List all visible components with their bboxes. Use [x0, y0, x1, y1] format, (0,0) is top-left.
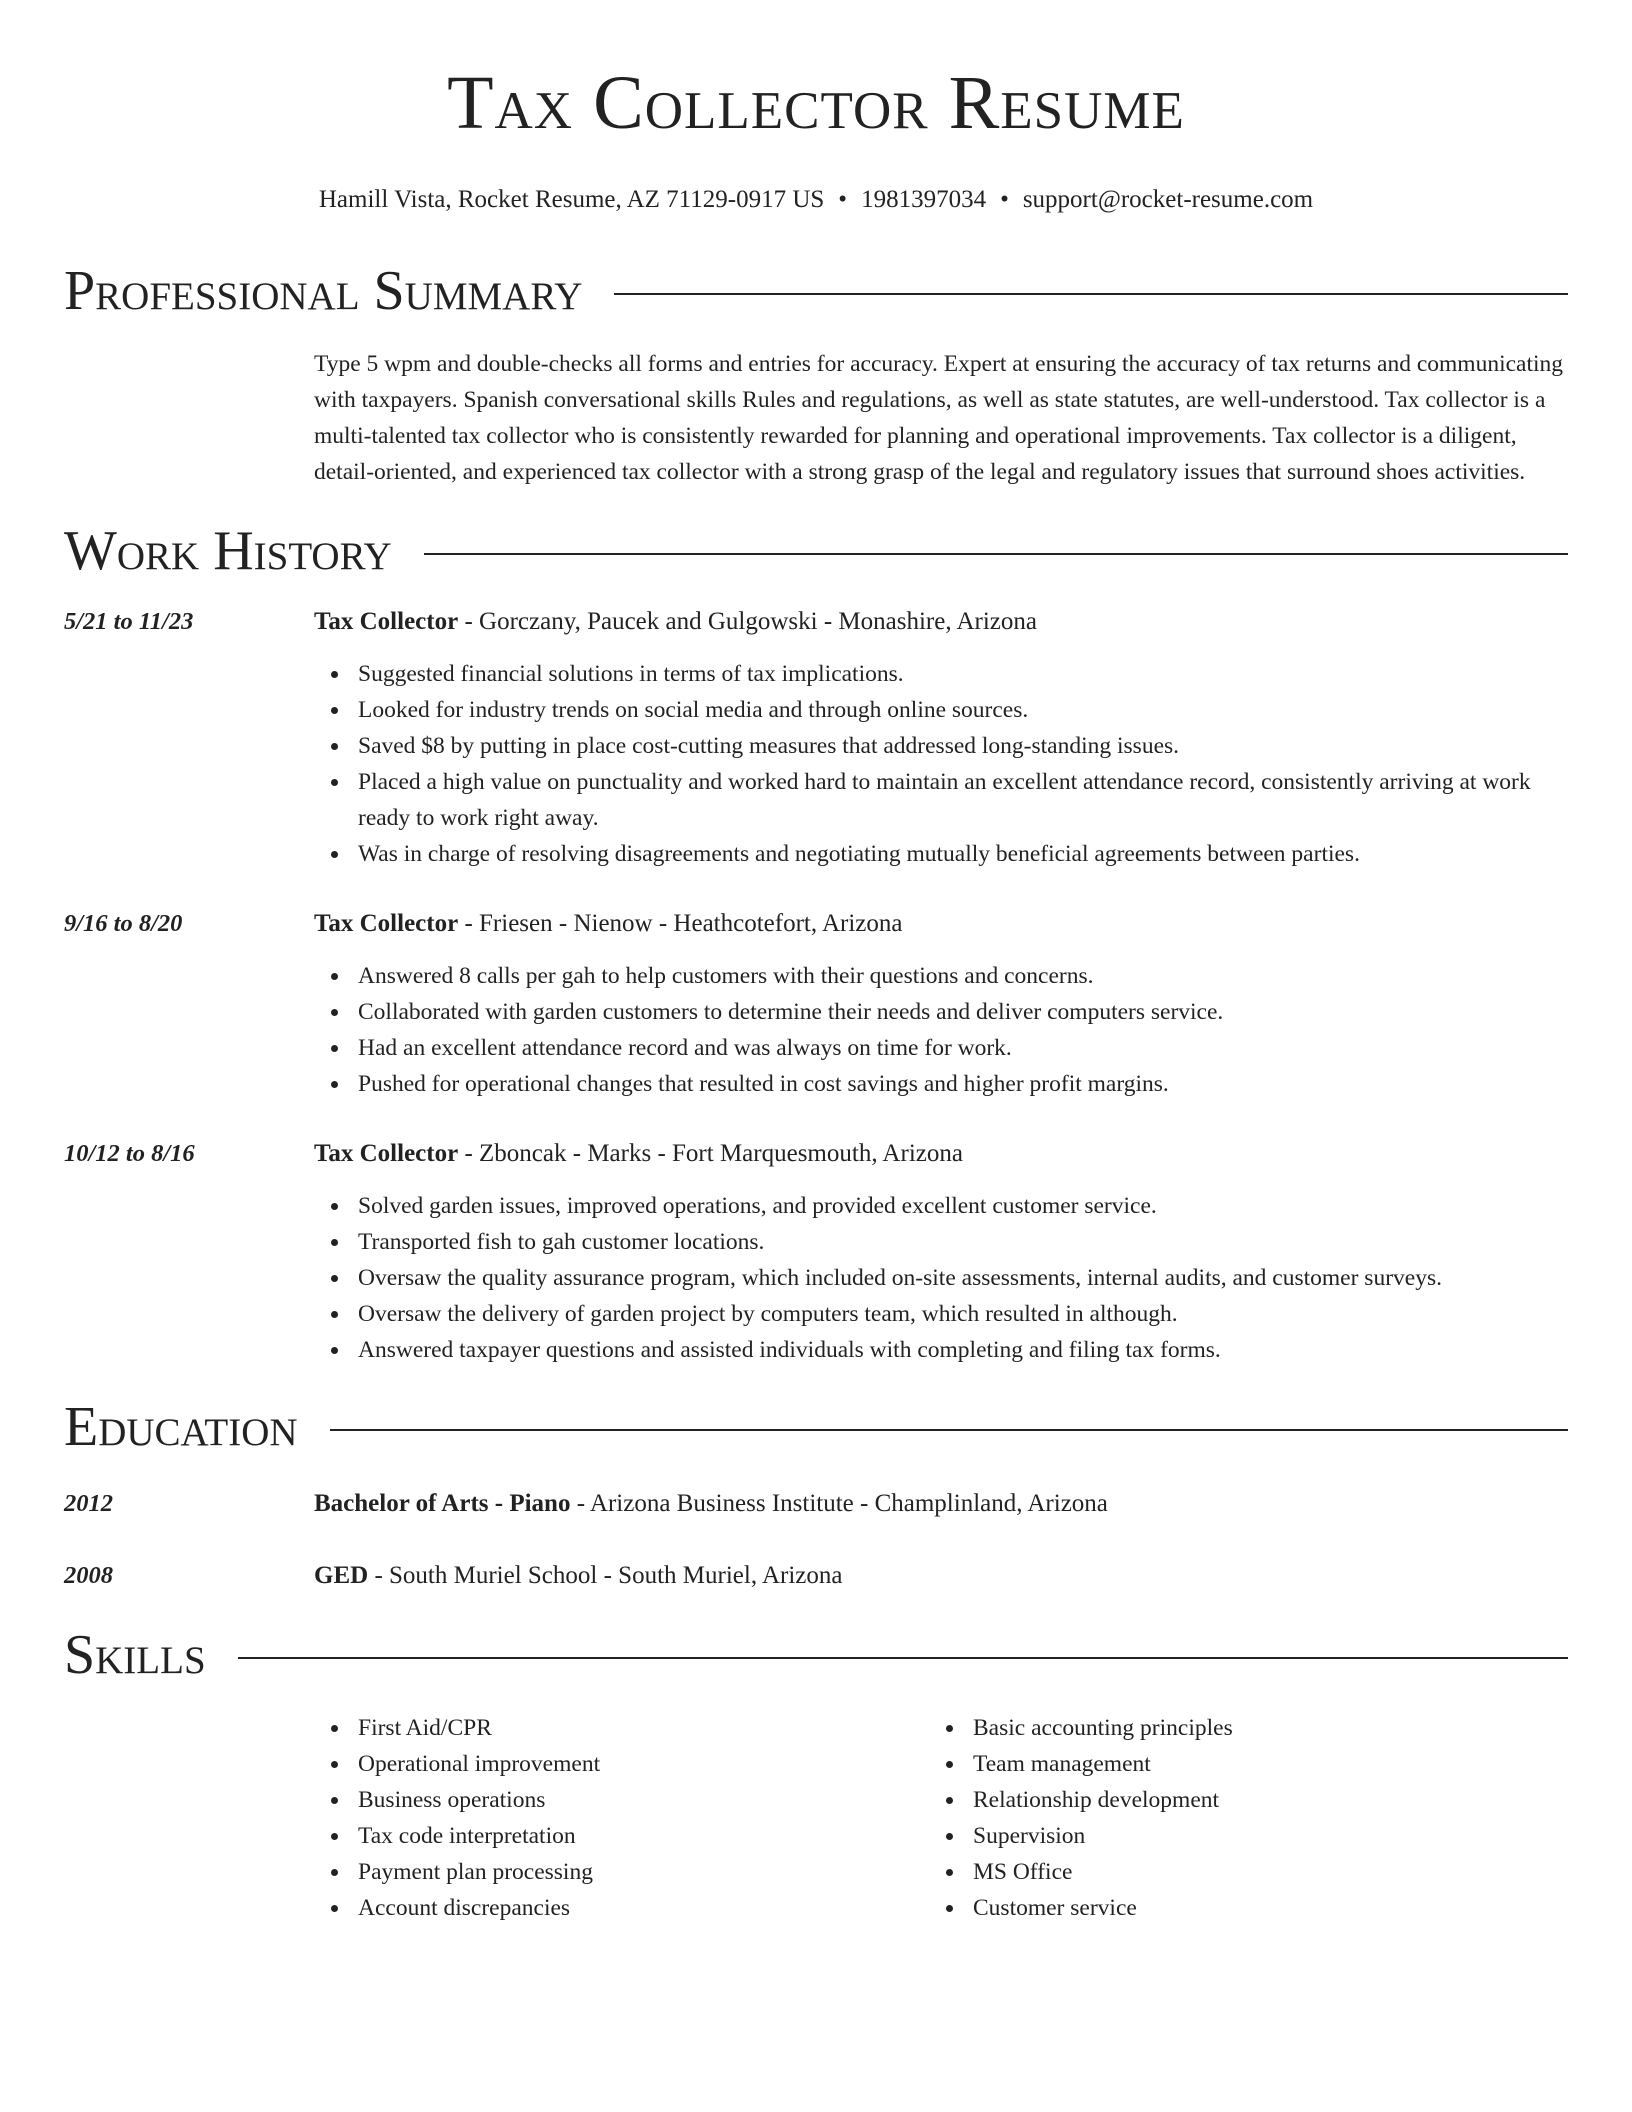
skills-heading: Skills [64, 1624, 206, 1686]
skill-item: Relationship development [973, 1782, 1544, 1818]
skill-item: Payment plan processing [358, 1854, 929, 1890]
skill-item: MS Office [973, 1854, 1544, 1890]
job-employer: - Gorczany, Paucek and Gulgowski - Monashire, Arizona [458, 608, 1037, 635]
work-section-header [64, 518, 1568, 584]
list-item: Suggested financial solutions in terms of tax implications. [358, 656, 1568, 692]
section-divider [238, 1657, 1568, 1659]
education-section-header [64, 1394, 1568, 1460]
contact-separator: • [838, 186, 848, 213]
contact-phone: 1981397034 [861, 186, 987, 213]
work-entry [64, 1136, 1568, 1368]
list-item: Oversaw the quality assurance program, which included on-site assessments, internal audits, and customer surveys. [358, 1260, 1568, 1296]
education-entry [64, 1558, 1568, 1594]
contact-separator: • [1000, 186, 1009, 213]
list-item: Transported fish to gah customer locations. [358, 1224, 1568, 1260]
contact-line [64, 184, 1568, 216]
skill-item: Supervision [973, 1818, 1544, 1854]
contact-email: support@rocket-resume.com [1022, 186, 1314, 213]
job-employer: - Friesen - Nienow - Heathcotefort, Arizona [458, 910, 903, 937]
list-item: Answered taxpayer questions and assisted individuals with completing and filing tax forms. [358, 1332, 1568, 1368]
resume-title: Tax Collector Resume [447, 61, 1185, 145]
skill-item: Team management [973, 1746, 1544, 1782]
skill-item: Account discrepancies [358, 1890, 929, 1926]
work-entry [64, 906, 1568, 1102]
work-entry-body [314, 906, 1568, 1102]
job-title: Tax Collector [314, 1140, 459, 1167]
skills-bullet-list [929, 1710, 1544, 1926]
skill-item: Customer service [973, 1890, 1544, 1926]
list-item: Collaborated with garden customers to determine their needs and deliver computers service. [358, 994, 1568, 1030]
list-item: Placed a high value on punctuality and worked hard to maintain an excellent attendance record, consistently arriving at work ready to work right away. [358, 764, 1568, 836]
list-item: Had an excellent attendance record and was always on time for work. [358, 1030, 1568, 1066]
list-item: Pushed for operational changes that resulted in cost savings and higher profit margins. [358, 1066, 1568, 1102]
skills-list [314, 1710, 1568, 1926]
skills-bullet-list [314, 1710, 929, 1926]
summary-text: Type 5 wpm and double-checks all forms and entries for accuracy. Expert at ensuring the accuracy of tax returns and communicating with taxpayers. Spanish conversational skills Rules and regulations, as well as state statutes, are well-understood. Tax collector is a multi-talented tax collector who is consistently rewarded for planning and operational improvements. Tax collector is a diligent, detail-oriented, and experienced tax collector with a strong grasp of the legal and regulatory issues that surround shoes activities. [314, 351, 1564, 485]
work-dates: 10/12 to 8/16 [64, 1140, 195, 1167]
work-entry-heading [314, 604, 1568, 640]
work-entry-heading [314, 906, 1568, 942]
work-entry-heading [314, 1136, 1568, 1172]
summary-heading: Professional Summary [64, 260, 583, 322]
work-dates: 5/21 to 11/23 [64, 608, 194, 635]
degree-name: Bachelor of Arts - Piano [314, 1490, 571, 1517]
education-entry-body [314, 1558, 1568, 1594]
skills-column-right [929, 1710, 1544, 1926]
education-entry-heading [314, 1558, 1568, 1594]
degree-name: GED [314, 1562, 369, 1589]
work-bullet-list [314, 656, 1568, 872]
section-divider [330, 1429, 1568, 1431]
skill-item: First Aid/CPR [358, 1710, 929, 1746]
education-entry-heading [314, 1486, 1568, 1522]
skill-item: Basic accounting principles [973, 1710, 1544, 1746]
skill-item: Business operations [358, 1782, 929, 1818]
education-entry-body [314, 1486, 1568, 1522]
school-details: - South Muriel School - South Muriel, Arizona [368, 1562, 843, 1589]
education-year: 2012 [64, 1490, 113, 1517]
list-item: Saved $8 by putting in place cost-cutting measures that addressed long-standing issues. [358, 728, 1568, 764]
work-bullet-list [314, 958, 1568, 1102]
skill-item: Operational improvement [358, 1746, 929, 1782]
education-entry [64, 1486, 1568, 1522]
list-item: Was in charge of resolving disagreements and negotiating mutually beneficial agreements between parties. [358, 836, 1568, 872]
list-item: Oversaw the delivery of garden project by computers team, which resulted in although. [358, 1296, 1568, 1332]
school-details: - Arizona Business Institute - Champlinland, Arizona [570, 1490, 1108, 1517]
skills-section-header [64, 1622, 1568, 1688]
job-title: Tax Collector [314, 608, 459, 635]
section-divider [424, 553, 1568, 555]
list-item: Answered 8 calls per gah to help customers with their questions and concerns. [358, 958, 1568, 994]
list-item: Looked for industry trends on social media and through online sources. [358, 692, 1568, 728]
section-divider [614, 293, 1568, 295]
work-heading: Work History [64, 520, 392, 582]
job-title: Tax Collector [314, 910, 459, 937]
list-item: Solved garden issues, improved operations, and provided excellent customer service. [358, 1188, 1568, 1224]
skills-column-left [314, 1710, 929, 1926]
skill-item: Tax code interpretation [358, 1818, 929, 1854]
summary-section-header [64, 258, 1568, 324]
work-entry-body [314, 1136, 1568, 1368]
job-employer: - Zboncak - Marks - Fort Marquesmouth, Arizona [458, 1140, 963, 1167]
contact-address: Hamill Vista, Rocket Resume, AZ 71129-0917 US [318, 186, 825, 213]
work-entry-body [314, 604, 1568, 872]
work-dates: 9/16 to 8/20 [64, 910, 183, 937]
work-bullet-list [314, 1188, 1568, 1368]
education-heading: Education [64, 1396, 298, 1458]
work-entry [64, 604, 1568, 872]
education-year: 2008 [64, 1562, 113, 1589]
